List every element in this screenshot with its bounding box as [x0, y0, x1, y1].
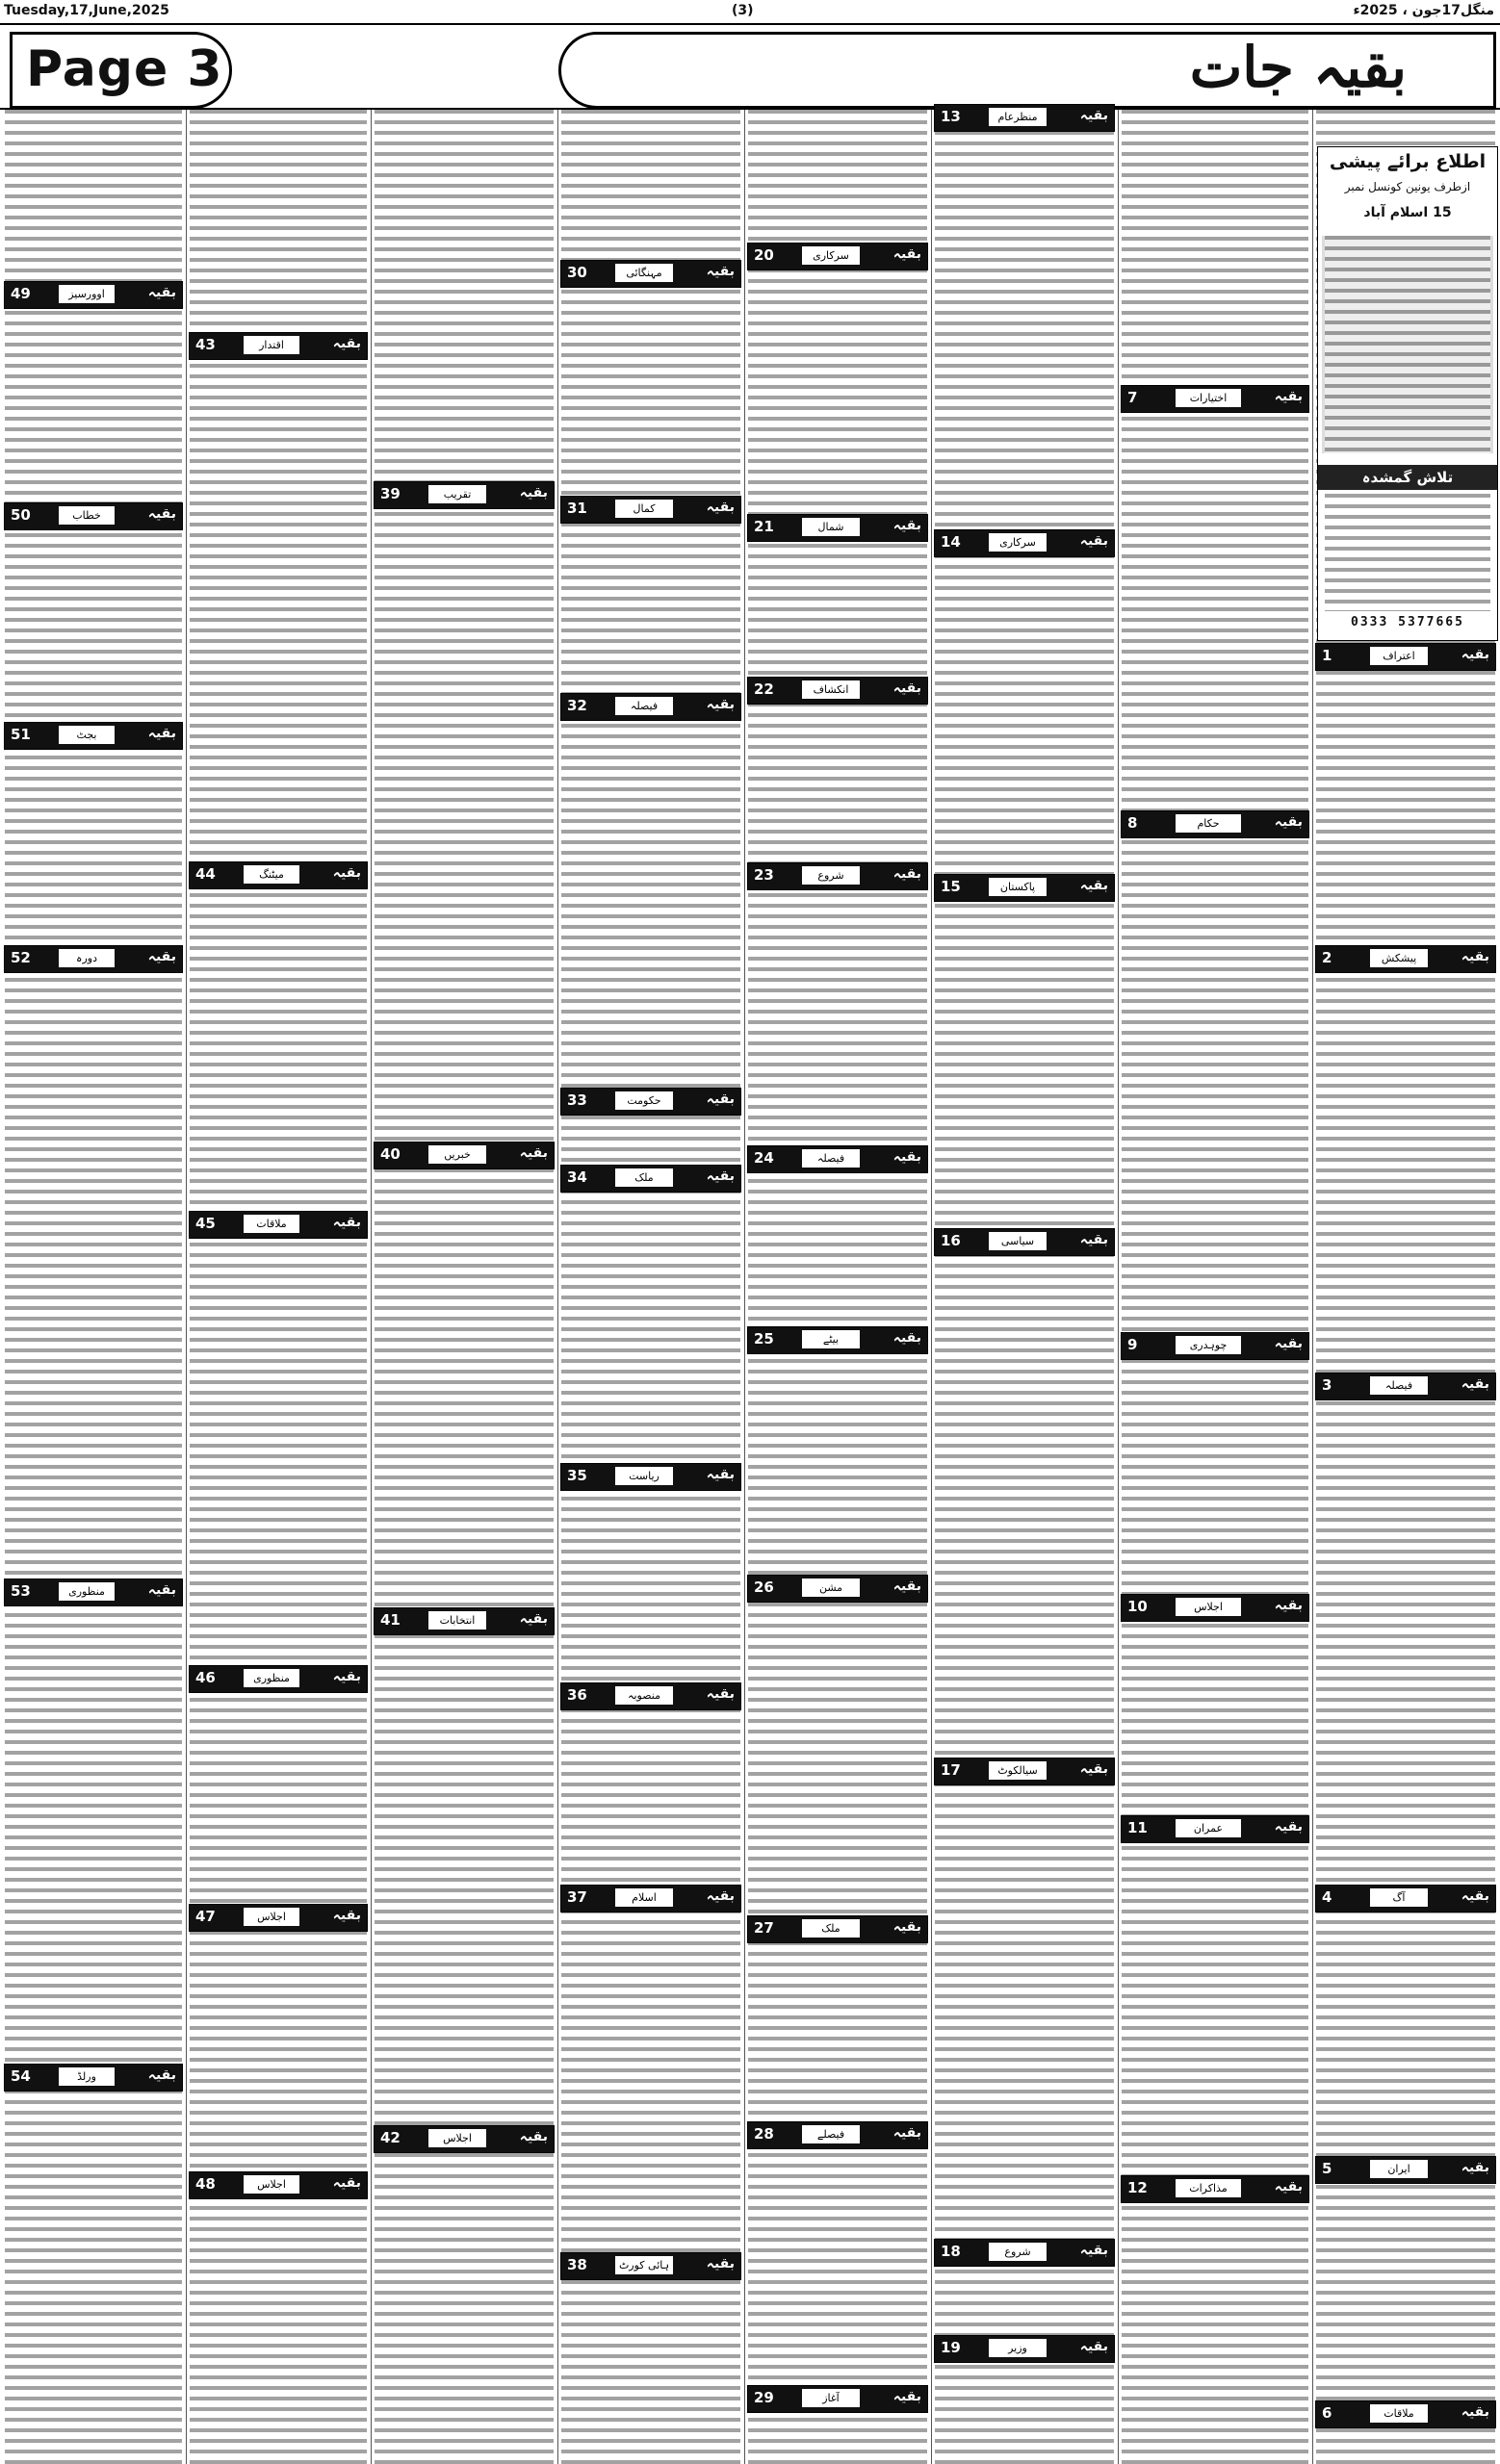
tag-baqia: بقیہ [892, 866, 921, 882]
tag-baqia: بقیہ [147, 2067, 176, 2083]
continuation-tag [934, 1758, 1115, 1785]
tag-baqia: بقیہ [332, 865, 361, 881]
continuation-tag [189, 332, 368, 360]
tag-baqia: بقیہ [1461, 2404, 1489, 2420]
continuation-tag [934, 874, 1115, 902]
tag-number: 28 [754, 2125, 774, 2143]
tag-baqia: بقیہ [519, 485, 548, 500]
tag-label: ملک [615, 1168, 673, 1187]
text-column [187, 110, 370, 2464]
column-separator [744, 110, 745, 2464]
continuation-tag [4, 945, 183, 973]
tag-baqia: بقیہ [1079, 2243, 1108, 2258]
tag-number: 38 [567, 2256, 587, 2273]
continuation-tag [189, 1211, 368, 1239]
continuation-tag [934, 529, 1115, 557]
tag-number: 17 [941, 1761, 961, 1779]
page-number: (3) [732, 3, 754, 18]
column-separator [371, 110, 372, 2464]
tag-number: 8 [1127, 814, 1138, 832]
tag-baqia: بقیہ [1461, 2160, 1489, 2175]
page-label: Page 3 [26, 40, 223, 98]
column-text [561, 110, 740, 2464]
continuation-tag [934, 2335, 1115, 2363]
tag-baqia: بقیہ [519, 2129, 548, 2144]
continuation-tag [747, 2121, 928, 2149]
tag-number: 30 [567, 264, 587, 281]
tag-label: اجلاس [1176, 1598, 1241, 1616]
tag-baqia: بقیہ [1274, 814, 1303, 830]
tag-label: وزیر [989, 2339, 1047, 2357]
tag-label: انتخابات [428, 1611, 486, 1630]
tag-number: 20 [754, 246, 774, 264]
continuation-tag [747, 862, 928, 890]
tag-baqia: بقیہ [1274, 1336, 1303, 1351]
continuation-tag [747, 514, 928, 542]
continuation-tag [374, 2125, 555, 2153]
tag-label: مذاکرات [1176, 2179, 1241, 2197]
continuation-tag [934, 1228, 1115, 1256]
tag-baqia: بقیہ [706, 1686, 735, 1702]
continuation-tag [560, 1088, 741, 1116]
tag-label: اختیارات [1176, 389, 1241, 407]
tag-baqia: بقیہ [332, 1908, 361, 1923]
tag-baqia: بقیہ [706, 1888, 735, 1904]
continuation-tag [560, 693, 741, 721]
tag-number: 42 [380, 2129, 401, 2146]
tag-number: 50 [11, 506, 31, 524]
continuation-tag [747, 1326, 928, 1354]
continuation-tag [1315, 1373, 1496, 1400]
tag-baqia: بقیہ [332, 1669, 361, 1684]
tag-number: 4 [1322, 1888, 1332, 1906]
tag-label: منظوری [244, 1669, 299, 1687]
notice-subtitle: ازطرف یونین کونسل نمبر [1344, 180, 1471, 193]
tag-number: 41 [380, 1611, 401, 1629]
tag-baqia: بقیہ [892, 2389, 921, 2404]
text-column [745, 110, 930, 2464]
text-column [2, 110, 185, 2464]
tag-label: ملاقات [244, 1215, 299, 1233]
tag-number: 25 [754, 1330, 774, 1348]
tag-label: فیصلہ [615, 697, 673, 715]
continuation-tag [560, 1682, 741, 1710]
tag-baqia: بقیہ [147, 285, 176, 300]
tag-number: 46 [195, 1669, 216, 1686]
tag-baqia: بقیہ [892, 518, 921, 533]
tag-label: ایران [1370, 2160, 1428, 2178]
tag-label: مشن [802, 1578, 860, 1597]
tag-label: ملک [802, 1919, 860, 1938]
tag-baqia: بقیہ [706, 2256, 735, 2272]
tag-baqia: بقیہ [706, 697, 735, 712]
tag-baqia: بقیہ [332, 1215, 361, 1230]
tag-number: 18 [941, 2243, 961, 2260]
tag-baqia: بقیہ [892, 1330, 921, 1346]
continuation-tag [1121, 2175, 1309, 2203]
continuation-tag [747, 677, 928, 705]
tag-number: 23 [754, 866, 774, 884]
page-label-box [10, 32, 232, 109]
tag-number: 51 [11, 726, 31, 743]
tag-label: منظوری [59, 1582, 115, 1601]
tag-label: اجلاس [244, 1908, 299, 1926]
continuation-tag [374, 481, 555, 509]
tag-label: اعتراف [1370, 647, 1428, 665]
column-text [375, 110, 554, 2464]
tag-number: 33 [567, 1091, 587, 1109]
column-separator [1118, 110, 1119, 2464]
tag-number: 32 [567, 697, 587, 714]
tag-label: شروع [989, 2243, 1047, 2261]
tag-number: 34 [567, 1168, 587, 1186]
tag-label: عمران [1176, 1819, 1241, 1837]
continuation-tag [1121, 1594, 1309, 1622]
tag-number: 54 [11, 2067, 31, 2085]
tag-baqia: بقیہ [1079, 2339, 1108, 2354]
tag-number: 7 [1127, 389, 1138, 406]
continuation-tag [189, 1904, 368, 1932]
lost-body [1322, 494, 1493, 611]
tag-label: سرکاری [802, 246, 860, 265]
tag-number: 24 [754, 1149, 774, 1167]
tag-number: 19 [941, 2339, 961, 2356]
notice-body [1322, 236, 1493, 453]
section-title: بقیہ جات [1189, 35, 1407, 100]
tag-number: 27 [754, 1919, 774, 1937]
continuation-tag [4, 2064, 183, 2092]
tag-number: 52 [11, 949, 31, 966]
tag-baqia: بقیہ [332, 2175, 361, 2191]
tag-number: 21 [754, 518, 774, 535]
section-banner [558, 32, 1496, 109]
column-text [5, 110, 182, 2464]
tag-baqia: بقیہ [1461, 1888, 1489, 1904]
tag-label: حکومت [615, 1091, 673, 1110]
continuation-tag [1121, 385, 1309, 413]
tag-label: منظرعام [989, 108, 1047, 126]
tag-label: حکام [1176, 814, 1241, 833]
tag-number: 3 [1322, 1376, 1332, 1394]
continuation-tag [189, 2171, 368, 2199]
tag-label: سیالکوٹ [989, 1761, 1047, 1780]
tag-label: بجٹ [59, 726, 115, 744]
tag-number: 2 [1322, 949, 1332, 966]
tag-label: اقتدار [244, 336, 299, 354]
tag-number: 22 [754, 680, 774, 698]
tag-label: پیشکش [1370, 949, 1428, 967]
tag-baqia: بقیہ [706, 1091, 735, 1107]
tag-baqia: بقیہ [1274, 389, 1303, 404]
continuation-tag [934, 2239, 1115, 2267]
tag-number: 39 [380, 485, 401, 502]
tag-number: 16 [941, 1232, 961, 1249]
tag-baqia: بقیہ [519, 1611, 548, 1627]
tag-baqia: بقیہ [1461, 1376, 1489, 1392]
continuation-tag [1315, 1885, 1496, 1912]
tag-label: ورلڈ [59, 2067, 115, 2086]
tag-label: اوورسیز [59, 285, 115, 303]
tag-number: 48 [195, 2175, 216, 2193]
tag-baqia: بقیہ [1079, 878, 1108, 893]
tag-baqia: بقیہ [1079, 1761, 1108, 1777]
column-separator [557, 110, 558, 2464]
tag-label: انکشاف [802, 680, 860, 699]
continuation-tag [1315, 643, 1496, 671]
tag-number: 35 [567, 1467, 587, 1484]
continuation-tag [560, 1885, 741, 1912]
tag-number: 53 [11, 1582, 31, 1600]
column-text [1122, 110, 1308, 2464]
tag-number: 15 [941, 878, 961, 895]
tag-number: 5 [1322, 2160, 1332, 2177]
tag-number: 14 [941, 533, 961, 551]
tag-number: 13 [941, 108, 961, 125]
tag-number: 43 [195, 336, 216, 353]
tag-label: فیصلہ [1370, 1376, 1428, 1395]
tag-baqia: بقیہ [706, 500, 735, 515]
tag-number: 6 [1322, 2404, 1332, 2422]
continuation-tag [4, 281, 183, 309]
tag-label: سیاسی [989, 1232, 1047, 1250]
tag-label: خبریں [428, 1145, 486, 1164]
tag-baqia: بقیہ [892, 1578, 921, 1594]
tag-label: تقریب [428, 485, 486, 503]
continuation-tag [374, 1607, 555, 1635]
continuation-tag [560, 1165, 741, 1193]
tag-label: سرکاری [989, 533, 1047, 552]
tag-label: اسلام [615, 1888, 673, 1907]
tag-baqia: بقیہ [1274, 1819, 1303, 1835]
text-column [558, 110, 743, 2464]
notice-box [1317, 146, 1498, 641]
tag-baqia: بقیہ [706, 1168, 735, 1184]
column-separator [931, 110, 932, 2464]
continuation-tag [1315, 2400, 1496, 2428]
tag-number: 49 [11, 285, 31, 302]
notice-city: 15 اسلام آباد [1363, 205, 1452, 220]
tag-baqia: بقیہ [1079, 533, 1108, 549]
tag-baqia: بقیہ [892, 246, 921, 262]
tag-baqia: بقیہ [332, 336, 361, 351]
tag-label: اجلاس [244, 2175, 299, 2194]
tag-baqia: بقیہ [892, 1919, 921, 1935]
tag-baqia: بقیہ [892, 1149, 921, 1165]
tag-label: میٹنگ [244, 865, 299, 884]
tag-number: 11 [1127, 1819, 1148, 1836]
continuation-tag [560, 496, 741, 524]
tag-baqia: بقیہ [892, 680, 921, 696]
tag-label: مہنگائی [615, 264, 673, 282]
urdu-date: منگل17جون ، 2025ء [1353, 3, 1494, 18]
column-text [748, 110, 927, 2464]
tag-baqia: بقیہ [1079, 108, 1108, 123]
continuation-tag [747, 1145, 928, 1173]
continuation-tag [1121, 810, 1309, 838]
tag-number: 26 [754, 1578, 774, 1596]
continuation-tag [747, 2385, 928, 2413]
continuation-tag [747, 1575, 928, 1603]
notice-phone: 0333 5377665 [1351, 615, 1464, 629]
tag-number: 36 [567, 1686, 587, 1704]
tag-label: آغاز [802, 2389, 860, 2407]
text-column [1119, 110, 1311, 2464]
notice-title: اطلاع برائے پیشی [1329, 151, 1487, 172]
continuation-tag [189, 861, 368, 889]
tag-label: ملاقات [1370, 2404, 1428, 2423]
lost-heading: تلاش گمشدہ [1318, 465, 1497, 490]
tag-label: آگ [1370, 1888, 1428, 1907]
tag-label: ہائی کورٹ [615, 2256, 673, 2274]
tag-number: 9 [1127, 1336, 1138, 1353]
continuation-tag [747, 243, 928, 270]
continuation-tag [560, 1463, 741, 1491]
english-date: Tuesday,17,June,2025 [4, 3, 169, 18]
continuation-tag [4, 502, 183, 530]
tag-label: کمال [615, 500, 673, 518]
tag-label: پاکستان [989, 878, 1047, 896]
tag-label: شمال [802, 518, 860, 536]
tag-label: خطاب [59, 506, 115, 525]
tag-label: چوہدری [1176, 1336, 1241, 1354]
continuation-tag [560, 2252, 741, 2280]
tag-baqia: بقیہ [147, 726, 176, 741]
tag-label: بیٹے [802, 1330, 860, 1348]
tag-baqia: بقیہ [519, 1145, 548, 1161]
continuation-tag [4, 722, 183, 750]
tag-baqia: بقیہ [147, 949, 176, 964]
tag-baqia: بقیہ [1079, 1232, 1108, 1247]
tag-label: فیصلہ [802, 1149, 860, 1168]
tag-baqia: بقیہ [1461, 949, 1489, 964]
continuation-tag [1121, 1332, 1309, 1360]
continuation-tag [4, 1578, 183, 1606]
column-separator [1312, 110, 1313, 2464]
tag-label: شروع [802, 866, 860, 885]
tag-label: اجلاس [428, 2129, 486, 2147]
column-text [935, 110, 1114, 2464]
tag-baqia: بقیہ [147, 506, 176, 522]
tag-number: 45 [195, 1215, 216, 1232]
text-column [932, 110, 1117, 2464]
tag-label: منصوبہ [615, 1686, 673, 1705]
tag-number: 10 [1127, 1598, 1148, 1615]
continuation-tag [1121, 1815, 1309, 1843]
continuation-tag [560, 260, 741, 288]
continuation-tag [934, 104, 1115, 132]
top-date-bar [0, 0, 1500, 25]
tag-baqia: بقیہ [706, 264, 735, 279]
text-column [372, 110, 556, 2464]
column-separator [186, 110, 187, 2464]
continuation-tag [189, 1665, 368, 1693]
tag-baqia: بقیہ [892, 2125, 921, 2141]
tag-baqia: بقیہ [147, 1582, 176, 1598]
tag-number: 29 [754, 2389, 774, 2406]
tag-number: 40 [380, 1145, 401, 1163]
tag-baqia: بقیہ [1461, 647, 1489, 662]
tag-number: 1 [1322, 647, 1332, 664]
tag-baqia: بقیہ [1274, 1598, 1303, 1613]
tag-number: 12 [1127, 2179, 1148, 2196]
tag-baqia: بقیہ [1274, 2179, 1303, 2194]
tag-number: 47 [195, 1908, 216, 1925]
tag-number: 37 [567, 1888, 587, 1906]
continuation-tag [747, 1915, 928, 1943]
tag-label: دورہ [59, 949, 115, 967]
continuation-tag [374, 1142, 555, 1169]
continuation-tag [1315, 2156, 1496, 2184]
tag-number: 44 [195, 865, 216, 883]
tag-label: فیصلے [802, 2125, 860, 2143]
tag-label: ریاست [615, 1467, 673, 1485]
continuation-tag [1315, 945, 1496, 973]
tag-baqia: بقیہ [706, 1467, 735, 1482]
tag-number: 31 [567, 500, 587, 517]
column-text [190, 110, 367, 2464]
